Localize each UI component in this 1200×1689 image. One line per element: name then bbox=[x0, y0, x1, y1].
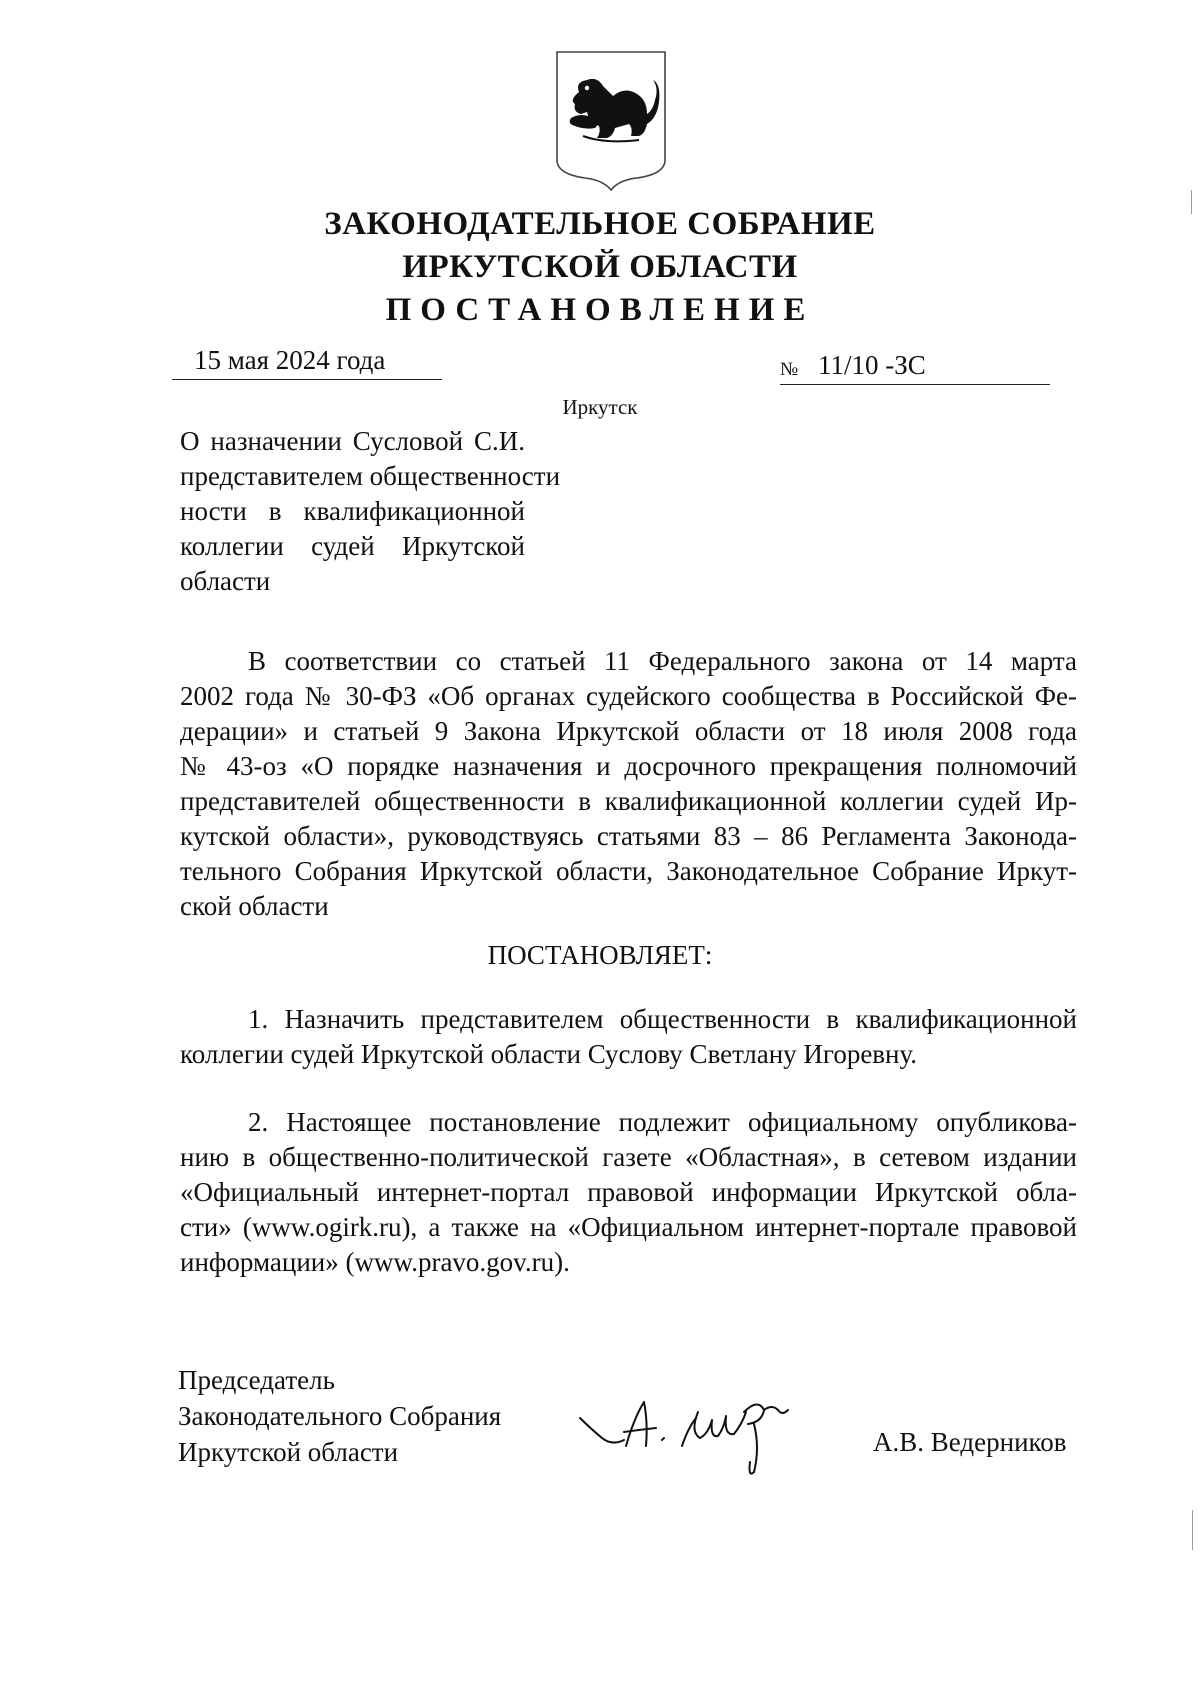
signatory-title-line: Законодательного Собрания bbox=[178, 1401, 502, 1431]
scan-edge-mark bbox=[1191, 190, 1192, 214]
paragraph-line: «Официальный интернет-портал правовой информации Иркутской обла- bbox=[180, 1177, 1077, 1207]
organization-title: ЗАКОНОДАТЕЛЬНОЕ СОБРАНИЕ bbox=[324, 206, 876, 242]
resolution-item-2 bbox=[180, 1105, 1077, 1280]
handwritten-signature bbox=[578, 1388, 838, 1488]
organization-region: ИРКУТСКОЙ ОБЛАСТИ bbox=[402, 249, 798, 285]
scan-edge-mark bbox=[1192, 1510, 1193, 1550]
paragraph-line: 1. Назначить представителем общественности в квалификационной bbox=[248, 1004, 1077, 1034]
paragraph-line: информации» (www.pravo.gov.ru). bbox=[180, 1247, 570, 1277]
subject-line: представителем общественности bbox=[180, 461, 561, 491]
paragraph-line: кутской области», руководствуясь статьями 83 – 86 Регламента Законода- bbox=[180, 821, 1077, 851]
paragraph-line: нию в общественно-политической газете «Областная», в сетевом издании bbox=[180, 1142, 1077, 1172]
paragraph-line: ской области bbox=[180, 891, 329, 921]
resolution-item-1 bbox=[180, 1002, 1077, 1072]
signatory-title-line: Председатель bbox=[178, 1365, 335, 1395]
subject-line: О назначении Сусловой С.И. bbox=[180, 426, 525, 456]
paragraph-line: сти» (www.ogirk.ru), а также на «Официальном интернет-портале правовой bbox=[180, 1212, 1077, 1242]
document-subject bbox=[180, 424, 561, 599]
paragraph-line: тельного Собрания Иркутской области, Законодательное Собрание Иркут- bbox=[180, 856, 1077, 886]
subject-line: коллегии судей Иркутской bbox=[180, 531, 525, 561]
document-date: 15 мая 2024 года bbox=[194, 345, 386, 375]
sable-coat-of-arms-icon bbox=[553, 48, 669, 193]
paragraph-line: В соответствии со статьей 11 Федерального закона от 14 марта bbox=[248, 646, 1077, 676]
date-field bbox=[172, 343, 442, 380]
resolve-heading: ПОСТАНОВЛЯЕТ: bbox=[487, 940, 713, 970]
paragraph-line: коллегии судей Иркутской области Суслову Светлану Игоревну. bbox=[180, 1039, 918, 1069]
preamble-paragraph bbox=[180, 644, 1077, 924]
paragraph-line: дерации» и статьей 9 Закона Иркутской области от 18 июля 2008 года bbox=[180, 716, 1077, 746]
document-type: ПОСТАНОВЛЕНИЕ bbox=[385, 292, 815, 328]
number-field bbox=[780, 348, 1050, 385]
number-sign: № bbox=[780, 359, 799, 380]
signatory-title-line: Иркутской области bbox=[178, 1437, 399, 1467]
paragraph-line: 2002 года № 30-ФЗ «Об органах судейского сообщества в Российской Фе- bbox=[180, 681, 1077, 711]
city: Иркутск bbox=[562, 395, 638, 419]
subject-line: области bbox=[180, 566, 271, 596]
paragraph-line: 2. Настоящее постановление подлежит официальному опубликова- bbox=[248, 1107, 1077, 1137]
paragraph-line: представителей общественности в квалификационной коллегии судей Ир- bbox=[180, 786, 1077, 816]
signatory-title bbox=[178, 1362, 501, 1470]
paragraph-line: № 43-оз «О порядке назначения и досрочного прекращения полномочий bbox=[180, 751, 1077, 781]
document-number: 11/10 -ЗС bbox=[818, 350, 926, 380]
subject-line: ности в квалификационной bbox=[180, 496, 525, 526]
signer-name: А.В. Ведерников bbox=[873, 1427, 1067, 1457]
